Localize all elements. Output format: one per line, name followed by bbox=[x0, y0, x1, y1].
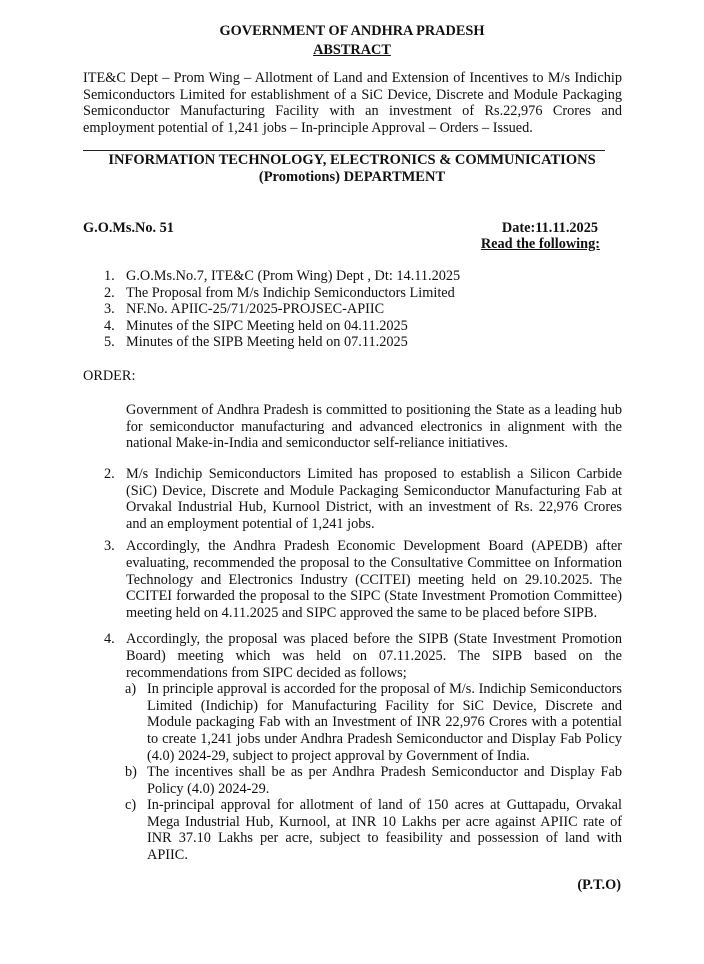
sub-item-label: b) bbox=[125, 764, 137, 781]
paragraph-1: Government of Andhra Pradesh is committed to positioning the State as a leading hub for semiconductor manufacturing and advanced electronics in alignment with the national Make-in-India and semiconductor self-reliance initiatives. bbox=[126, 402, 622, 452]
sub-item-a bbox=[104, 681, 622, 764]
order-label: ORDER: bbox=[83, 368, 136, 384]
numbered-paragraphs bbox=[104, 466, 622, 864]
pto-marker: (P.T.O) bbox=[577, 877, 621, 893]
reference-number: 4. bbox=[104, 317, 115, 334]
sub-item-label: a) bbox=[125, 681, 137, 698]
reference-item bbox=[104, 301, 460, 318]
reference-text: NF.No. APIIC-25/71/2025-PROJSEC-APIIC bbox=[126, 301, 385, 318]
sub-item-label: c) bbox=[125, 797, 137, 814]
reference-item bbox=[104, 318, 460, 335]
reference-item bbox=[104, 268, 460, 285]
paragraph-text: Accordingly, the proposal was placed before the SIPB (State Investment Promotion Board) meeting which was held on 07.11.2025. The SIPB based on the recommendations from SIPC decided as follows; bbox=[126, 631, 622, 681]
department-name: INFORMATION TECHNOLOGY, ELECTRONICS & COMMUNICATIONS bbox=[108, 152, 596, 168]
government-title: GOVERNMENT OF ANDHRA PRADESH bbox=[219, 23, 485, 39]
reference-number: 1. bbox=[104, 268, 115, 284]
abstract-text: ITE&C Dept – Prom Wing – Allotment of Land and Extension of Incentives to M/s Indichip Semiconductors Limited for establishment of a SiC Device, Discrete and Module Packaging Semiconductor Manufacturing Facility with an investment of Rs.22,976 Crores and employment potential of 1,241 jobs – In-principle Approval – Orders – Issued. bbox=[83, 70, 622, 136]
paragraph-3 bbox=[104, 538, 622, 621]
references-list bbox=[104, 268, 460, 351]
read-following-heading: Read the following: bbox=[480, 236, 600, 252]
sub-item-b bbox=[104, 764, 622, 797]
paragraph-2 bbox=[104, 466, 622, 532]
reference-text: G.O.Ms.No.7, ITE&C (Prom Wing) Dept , Dt: 14.11.2025 bbox=[126, 268, 461, 284]
reference-number: 3. bbox=[104, 301, 115, 318]
reference-item bbox=[104, 285, 460, 302]
abstract-heading: ABSTRACT bbox=[313, 42, 391, 58]
sub-item-text: In-principal approval for allotment of land of 150 acres at Guttapadu, Orvakal Mega Industrial Hub, Kurnool, at INR 10 Lakhs per acre against APIIC rate of INR 37.10 Lakhs per acre, subject to feasibility and possession of land with APIIC. bbox=[147, 797, 622, 864]
paragraph-text: Accordingly, the Andhra Pradesh Economic Development Board (APEDB) after evaluating, recommended the proposal to the Consultative Committee on Information Technology and Electronics Industry (CCITEI) meeting held on 29.10.2025. The CCITEI forwarded the proposal to the SIPC (State Investment Promotion Committee) meeting held on 4.11.2025 and SIPC approved the same to be placed before SIPB. bbox=[126, 538, 622, 621]
paragraph-number: 4. bbox=[104, 631, 115, 648]
reference-item bbox=[104, 334, 460, 351]
department-subname: (Promotions) DEPARTMENT bbox=[258, 169, 446, 185]
divider-line bbox=[83, 150, 605, 151]
reference-number: 2. bbox=[104, 284, 115, 301]
reference-number: 5. bbox=[104, 334, 115, 351]
paragraph-number: 3. bbox=[104, 538, 115, 555]
reference-text: Minutes of the SIPB Meeting held on 07.11.2025 bbox=[126, 334, 408, 351]
order-date: Date:11.11.2025 bbox=[501, 220, 598, 236]
paragraph-text: M/s Indichip Semiconductors Limited has proposed to establish a Silicon Carbide (SiC) Device, Discrete and Module Packaging Semiconductor Manufacturing Fab at Orvakal Industrial Hub, Kurnool District, with an investment of Rs. 22,976 Crores and an employment potential of 1,241 jobs. bbox=[126, 466, 622, 532]
paragraph-number: 2. bbox=[104, 466, 115, 482]
sub-item-text: The incentives shall be as per Andhra Pradesh Semiconductor and Display Fab Policy (4.0) 2024-29. bbox=[147, 764, 622, 797]
sub-item-text: In principle approval is accorded for the proposal of M/s. Indichip Semiconductors Limited (Indichip) for Manufacturing Facility for SiC Device, Discrete and Module packaging Fab with an Investment of INR 22,976 Crores with a potential to create 1,241 jobs under Andhra Pradesh Semiconductor and Display Fab Policy (4.0) 2024-29, subject to project approval by Government of India. bbox=[147, 681, 622, 764]
reference-text: The Proposal from M/s Indichip Semiconductors Limited bbox=[126, 284, 455, 301]
paragraph-4 bbox=[104, 631, 622, 681]
sub-item-c bbox=[104, 797, 622, 863]
go-number: G.O.Ms.No. 51 bbox=[83, 220, 174, 236]
reference-text: Minutes of the SIPC Meeting held on 04.11.2025 bbox=[126, 317, 408, 334]
